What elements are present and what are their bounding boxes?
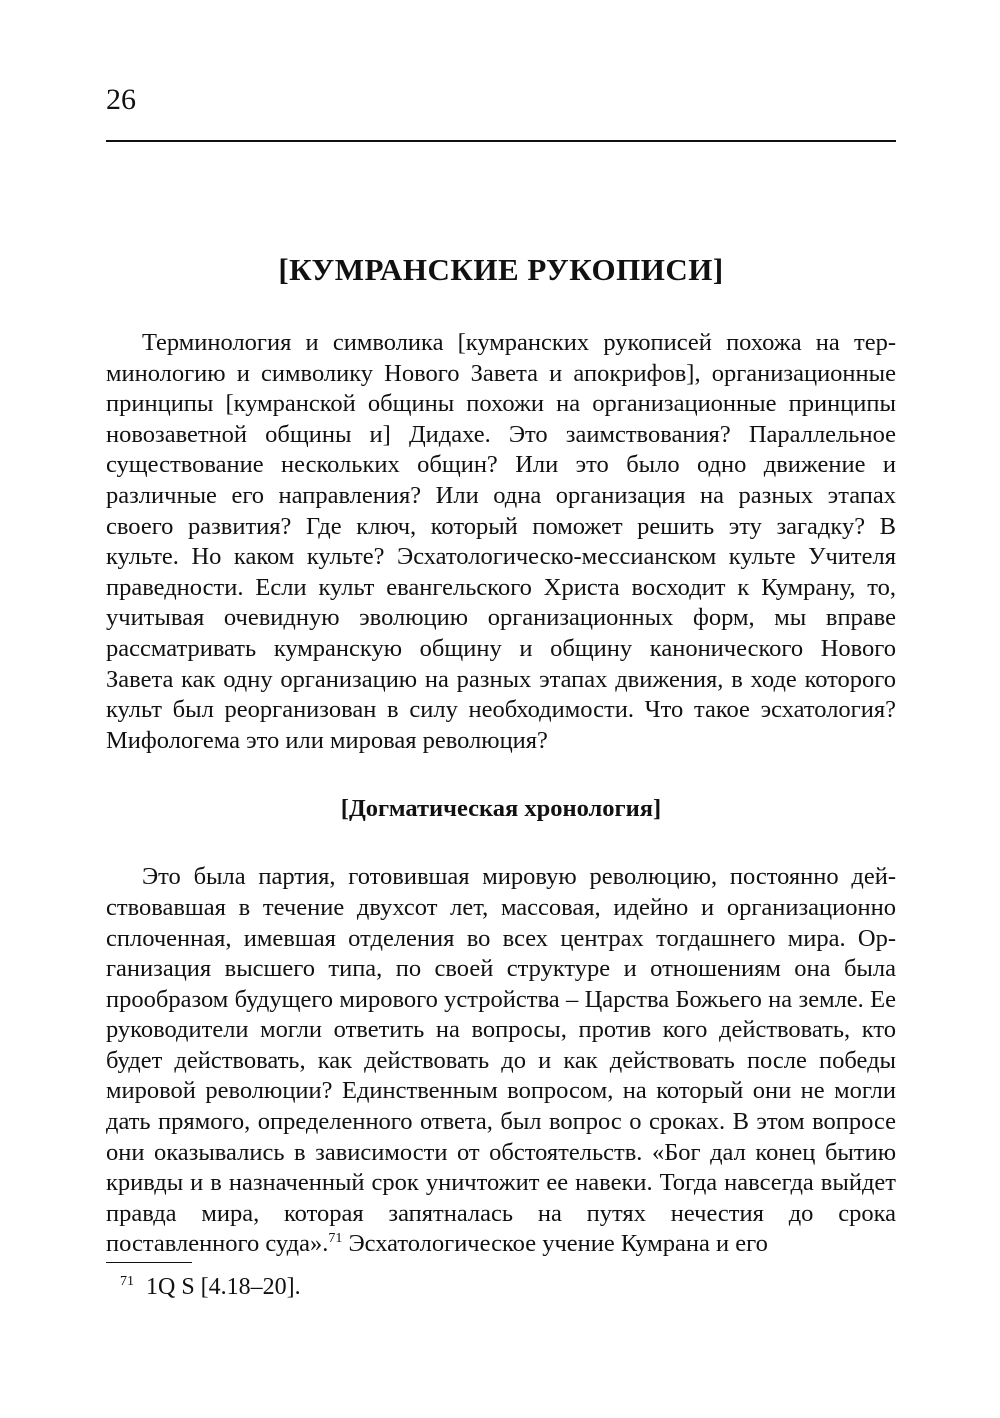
footnote-mark: 71 [120,1274,134,1289]
paragraph-1: Терминология и символика [кумранских рукописей похожа на терминологию и символику Нового Завета и апокрифов], организационные принципы [кумранской общины похожи на организационные принципы новозаветной общины и] Дидахе. Это заимствования? Параллельное существование нескольких общин? Или это было одно движение и различные его направления? Или одна организация на разных этапах своего развития? Где ключ, который поможет решить эту загадку? В культе. Но каком культе? Эсхатологическо-мессианском культе Учителя праведности. Если культ евангельского Христа восходит к Кумрану, то, учитывая очевидную эволюцию организационных форм, мы вправе рассматривать кумранскую общину и общину канонического Нового Завета как одну организацию на разных этапах движения, в ходе которого культ был реорганизован в силу необходимости. Что такое эсхатология? Мифологема это или мировая революция? [106,329,896,754]
chapter-title: [КУМРАНСКИЕ РУКОПИСИ] [278,252,724,287]
main-text [106,250,896,1260]
paragraph-2-text: Это была партия, готовившая мировую революцию, постоянно действовавшая в течение двухсот лет, массовая, идейно и организационно сплоченная, имевшая отделения во всех центрах тогдашнего мира. Организация высшего типа, по своей структуре и отношениям она была прообразом будущего мирового устройства – Царства Божьего на земле. Ее руководители могли ответить на вопросы, против кого действовать, кто будет действовать, как действовать до и как действовать после победы мировой революции? Единственным вопросом, на который они не могли дать прямого, определенного ответа, был вопрос о сроках. В этом вопросе они оказывались в зависимости от обстоятельств. «Бог дал конец бытию кривды и в назначенный срок уничтожит ее навеки. Тогда навсегда выйдет правда мира, которая запятналась на путях нечестия до срока поставленного суда». [106,863,896,1258]
footnote-rule [106,1262,192,1263]
footnote-reference: 71 [328,1231,343,1247]
section-title: [Догматическая хронология] [340,795,662,823]
footnote [120,1272,301,1302]
header-rule [106,140,896,142]
page-number: 26 [106,83,136,116]
footnote-text: 1Q S [4.18–20]. [146,1274,301,1300]
paragraph-2-continuation: Эсхатологическое учение Кумрана и его [342,1230,768,1258]
paragraph-2 [106,862,896,1260]
